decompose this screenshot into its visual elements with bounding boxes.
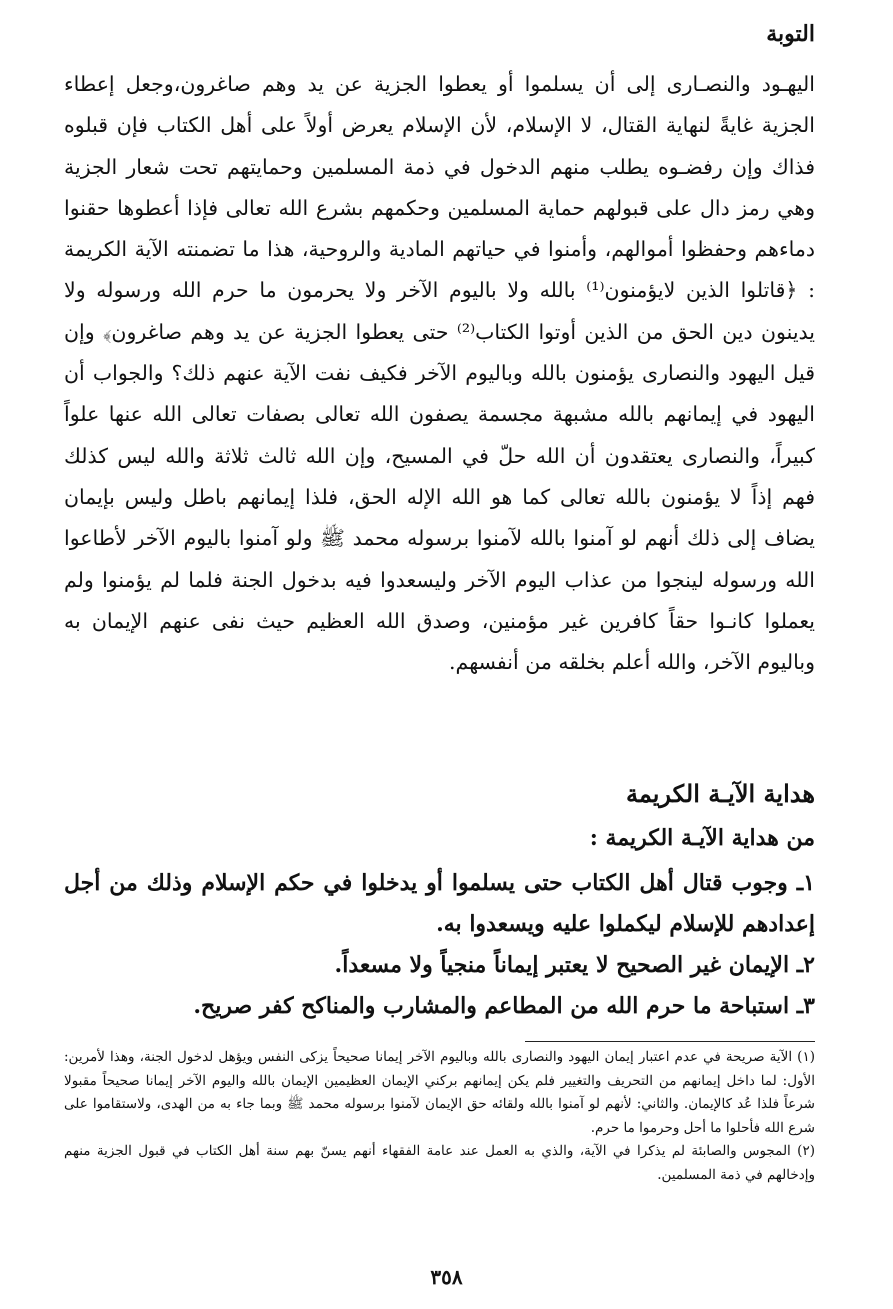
lesson-item: ١ـ وجوب قتال أهل الكتاب حتى يسلموا أو يدخلوا في حكم الإسلام وذلك من أجل إعدادهم للإسلام ليكملوا عليه ويسعدوا به. [64,870,815,937]
footnote-separator [525,1041,815,1042]
commentary-paragraph: اليهـود والنصـارى إلى أن يسلموا أو يعطوا الجزية عن يد وهم صاغرون،وجعل إعطاء الجزية غايةً لنهاية القتال، لا الإسلام، لأن الإسلام يعرض أولاً على أهل الكتاب فإن قبلوه فذاك وإن رفضـوه يطلب منهم الدخول في ذمة المسلمين وحمايتهم تحت شعار الجزية وهي رمز دال على قبولهم حماية المسلمين وحكمهم بشرع الله تعالى فإذا أعطوها حقنوا دماءهم وحفظوا أموالهم، وأمنوا في حياتهم المادية والروحية، هذا ما تضمنته الآية الكريمة : ﴿قاتلوا الذين لايؤمنون⁽¹⁾ بالله ولا باليوم الآخر ولا يحرمون ما حرم الله ورسوله ولا يدينون دين الحق من الذين أوتوا الكتاب⁽²⁾ حتى يعطوا الجزية عن يد وهم صاغرون﴾ وإن قيل اليهود والنصارى يؤمنون بالله وباليوم الآخر فكيف نفت الآية عنهم ذلك؟ والجواب أن اليهود في إيمانهم بالله مشبهة مجسمة يصفون الله تعالى بصفات تعالى الله عنها علواً كبيراً، والنصارى يعتقدون أن الله حلّ في المسيح، وإن الله ثالث ثلاثة والله ليس كذلك فهم إذاً لا يؤمنون بالله تعالى كما هو الله الإله الحق، فلذا إيمانهم باطل وليس بإيمان يضاف إلى ذلك أنهم لو آمنوا بالله لآمنوا برسوله محمد ﷺ ولو آمنوا باليوم الآخر لأطاعوا الله ورسوله لينجوا من عذاب اليوم الآخر وليسعدوا فيه بدخول الجنة فلما لم يؤمنوا ولم يعملوا كانـوا حقاً كافرين غير مؤمنين، وصدق الله العظيم حيث نفى عنهم الإيمان به وباليوم الآخر، والله أعلم بخلقه من أنفسهم. [64,72,815,675]
lesson-item: ٢ـ الإيمان غير الصحيح لا يعتبر إيماناً منجياً ولا مسعداً. [334,952,815,978]
commentary-body [64,64,815,683]
footnotes [64,1046,815,1188]
section-heading: هداية الآيـة الكريمة [625,779,815,808]
running-head: التوبة [766,21,815,47]
sub-heading: من هداية الآيـة الكريمة : [589,825,815,851]
page-number: ٣٥٨ [430,1265,463,1289]
footnote-1: (١) الآية صريحة في عدم اعتبار إيمان اليهود والنصارى بالله وباليوم الآخر إيمانا صحيحاً يزكى النفس ويؤهل لدخول الجنة، وهذا لأمرين: الأول: لما داخل إيمانهم من التحريف والتغيير فلم يكن إيمانهم بركني الإيمان العظيمين الإيمان بالله واليوم الآخر إيمانا صحيحاً مقبولا شرعاً فلذا عُد كالإيمان. والثاني: لأنهم لو آمنوا بالله ولقائه حق الإيمان لآمنوا برسوله محمد ﷺ وبما جاء به من الهدى، ولاستقاموا على شرع الله فأحلوا ما أحل وحرموا ما حرم. [64,1049,815,1136]
lesson-item: ٣ـ استباحة ما حرم الله من المطاعم والمشارب والمناكح كفر صريح. [193,993,815,1019]
footnote-2: (٢) المجوس والصابئة لم يذكرا في الآية، والذي به العمل عند عامة الفقهاء أنهم يسنّ بهم سنة أهل الكتاب في قبول الجزية منهم وإدخالهم في ذمة المسلمين. [64,1143,815,1183]
lessons-list [64,863,815,1027]
